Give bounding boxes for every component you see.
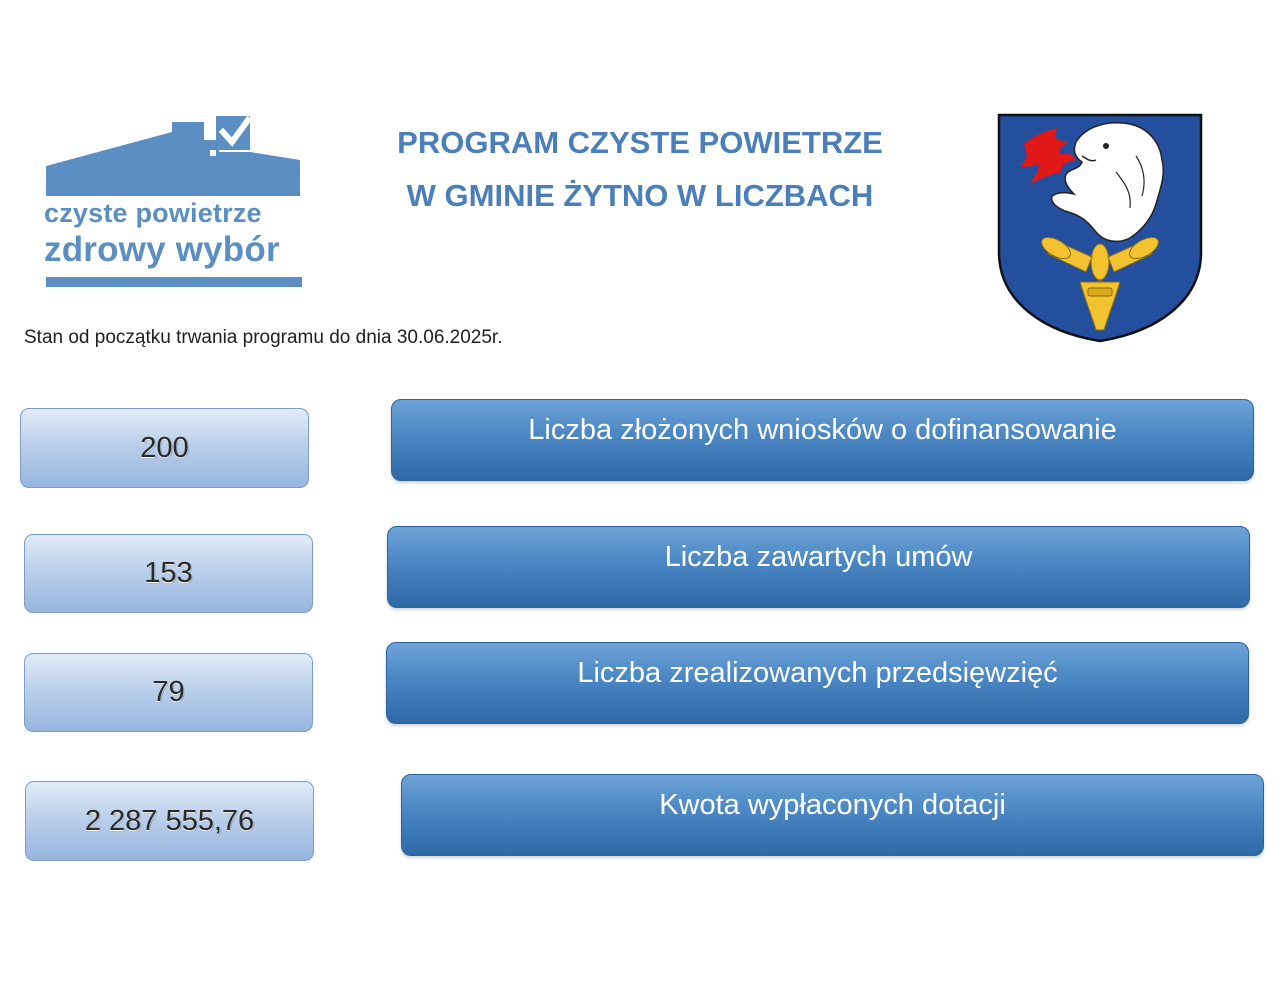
- program-logo: [44, 112, 302, 292]
- stat-value-subsidy-amount: 2 287 555,76: [25, 781, 314, 861]
- stat-label-contracts: Liczba zawartych umów: [387, 526, 1250, 608]
- logo-text-line1: czyste powietrze: [44, 198, 262, 228]
- stat-value-completed: 79: [24, 653, 313, 732]
- status-date-note: Stan od początku trwania programu do dnia 30.06.2025r.: [24, 327, 503, 348]
- page-title: [340, 116, 940, 222]
- stat-value-applications: 200: [20, 408, 309, 488]
- logo-text-line2: zdrowy wybór: [44, 230, 280, 269]
- stat-value-contracts: 153: [24, 534, 313, 613]
- title-line2: W GMINIE ŻYTNO W LICZBACH: [406, 178, 874, 213]
- coat-of-arms-icon: [996, 112, 1204, 344]
- stat-label-applications: Liczba złożonych wniosków o dofinansowanie: [391, 399, 1254, 481]
- stat-label-subsidy-amount: Kwota wypłaconych dotacji: [401, 774, 1264, 856]
- title-line1: PROGRAM CZYSTE POWIETRZE: [397, 125, 883, 160]
- house-check-icon: [44, 112, 302, 202]
- stat-label-completed: Liczba zrealizowanych przedsięwzięć: [386, 642, 1249, 724]
- logo-underline: [46, 277, 302, 287]
